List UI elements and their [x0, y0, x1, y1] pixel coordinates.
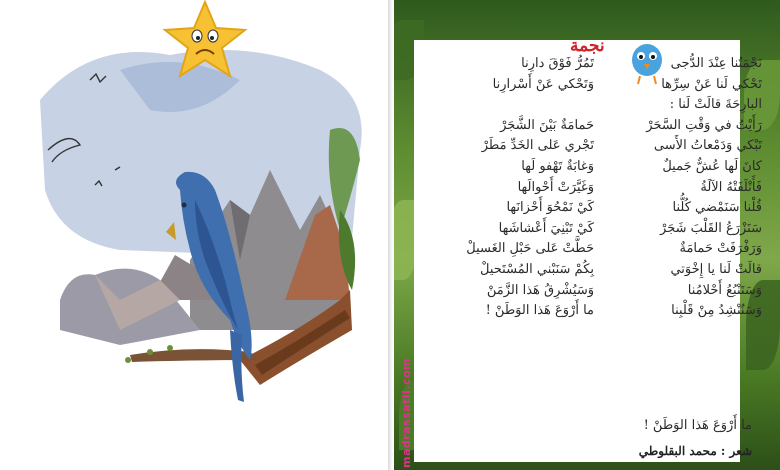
poem-column-left	[458, 54, 594, 322]
poem-verse: بِكُمْ سَنَبْني المُسْتَحيلْ	[480, 261, 594, 277]
poem-column-right	[622, 54, 762, 322]
poem-verse: سَنَزْرَعُ القَلْبَ شَجَرْ	[660, 220, 762, 236]
site-watermark: madrassatii.com	[400, 357, 413, 468]
poem-page	[394, 0, 780, 470]
poem-final-line: ما أَرْوَعَ هَذا الوَطَنْ !	[643, 418, 752, 433]
poem-verse: وَتَحْكي عَنْ أَسْرارِنا	[492, 76, 594, 92]
poem-verse: حَمامَةٌ بَيْنَ الشَّجَرْ	[500, 117, 594, 133]
poem-verse: كانَ لَها عُشٌّ جَميلٌ	[662, 158, 762, 174]
poem-verse: تَبْكي وَدَمْعاتُ الأَسى	[653, 138, 762, 154]
poet-credit: شعر : محمد البقلوطي	[638, 444, 752, 458]
poem-verse: نَجْمَتُنا عِنْدَ الدُّجى	[670, 56, 762, 71]
illustration-page	[0, 0, 388, 470]
poem-verse	[458, 95, 594, 116]
poem-verse: كَيْ تَبْنِيَ أَعْشاشَها	[498, 220, 594, 236]
poem-verse: فَأَتْلَفَتْهُ الآلَةُ	[700, 179, 762, 195]
poem-verse: وَسَيُشْرِقُ هَذا الزَّمَنْ	[486, 282, 594, 298]
poem-verse: ما أَرْوَعَ هَذا الوَطَنْ !	[485, 303, 594, 319]
poem-verse: تَجْري عَلى الخَدِّ مَطَرْ	[481, 138, 594, 154]
poem-verse: كَيْ نَمْحُوَ أَحْزانَها	[506, 200, 594, 216]
poem-verse: وَرَفْرَفَتْ حَمامَةٌ	[679, 241, 762, 257]
poem-verse: حَطَّتْ عَلى حَبْلِ الغَسيلْ	[466, 241, 594, 257]
poem-verse: تَمُرُّ فَوْقَ دارِنا	[521, 56, 594, 71]
sad-star-icon	[160, 0, 250, 80]
poem-verse: وَسَتَنْبُعُ أَحْلامُنا	[687, 282, 762, 298]
poem-verse: وَسَنُنْشِدُ مِنْ قَلْبِنا	[671, 303, 762, 319]
poem-verse: البارِحَةَ قالَتْ لَنا :	[669, 97, 762, 113]
poem-verse: قُلْنا سَنَمْضي كُلُّنا	[672, 200, 762, 216]
poem-title: نجمة	[570, 36, 605, 56]
poem-verse: قالَتْ لَنا يا إِخْوَتي	[670, 261, 762, 277]
poem-verse: تَحْكي لَنا عَنْ سِرِّها	[661, 76, 762, 92]
poem-verse: وَغَيَّرَتْ أَحْوالَها	[517, 179, 594, 195]
poem-verse: وَغابَةٌ تَهْفو لَها	[521, 158, 594, 174]
poem-verse: رَأَيْتُ في وَقْتِ السَّحَرْ	[646, 117, 762, 133]
